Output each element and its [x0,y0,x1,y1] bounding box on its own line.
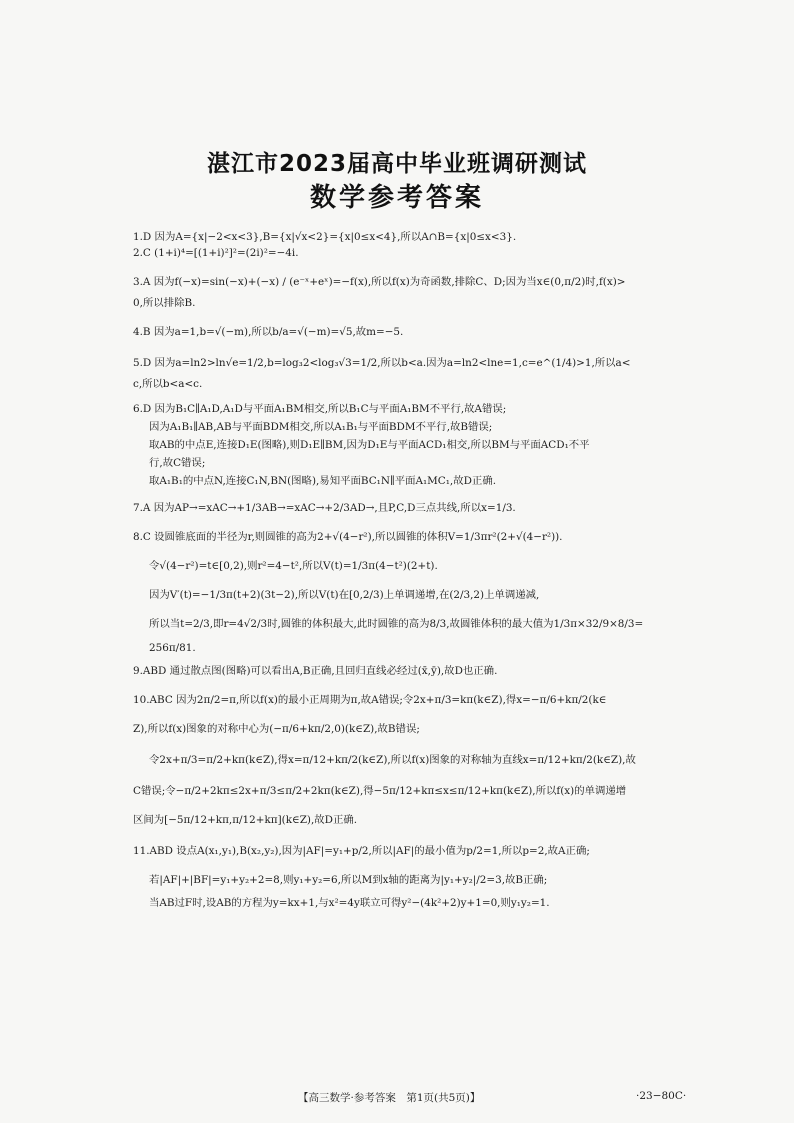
answer-line: C错误;令−π/2+2kπ≤2x+π/3≤π/2+2kπ(k∈Z),得−5π/12+kπ≤x≤π/12+kπ(k∈Z),所以f(x)的单调递增 [133,785,627,797]
answer-line: 所以当t=2/3,即r=4√2/3时,圆锥的体积最大,此时圆锥的高为8/3,故圆锥体积的最大值为1/3π×32/9×8/3= [149,618,644,630]
answer-line: 行,故C错误; [149,457,206,469]
answer-line: Z),所以f(x)图象的对称中心为(−π/6+kπ/2,0)(k∈Z),故B错误; [133,723,420,735]
answer-line: c,所以b<a<c. [133,378,203,390]
answer-line: 10.ABC 因为2π/2=π,所以f(x)的最小正周期为π,故A错误;令2x+π/3=kπ(k∈Z),得x=−π/6+kπ/2(k∈ [133,694,607,706]
page-footer: 【高三数学·参考答案 第1页(共5页)】 [298,1092,481,1104]
answer-line: 区间为[−5π/12+kπ,π/12+kπ](k∈Z),故D正确. [133,814,358,826]
answer-line: 取AB的中点E,连接D₁E(图略),则D₁E∥BM,因为D₁E与平面ACD₁相交,所以BM与平面ACD₁不平 [149,439,590,451]
answer-line: 若|AF|+|BF|=y₁+y₂+2=8,则y₁+y₂=6,所以M到x轴的距离为|y₁+y₂|/2=3,故B正确; [149,874,548,886]
answer-line: 8.C 设圆锥底面的半径为r,则圆锥的高为2+√(4−r²),所以圆锥的体积V=1/3πr²(2+√(4−r²)). [133,531,563,543]
answer-line: 令√(4−r²)=t∈[0,2),则r²=4−t²,所以V(t)=1/3π(4−t²)(2+t). [149,560,438,572]
document-title: 湛江市2023届高中毕业班调研测试 [206,151,587,177]
answer-line: 取A₁B₁的中点N,连接C₁N,BN(图略),易知平面BC₁N∥平面A₁MC₁,故D正确. [149,475,497,487]
answer-line: 5.D 因为a=ln2>ln√e=1/2,b=log₃2<log₃√3=1/2,所以b<a.因为a=ln2<lne=1,c=e^(1/4)>1,所以a< [133,357,631,369]
answer-line: 11.ABD 设点A(x₁,y₁),B(x₂,y₂),因为|AF|=y₁+p/2,所以|AF|的最小值为p/2=1,所以p=2,故A正确; [133,845,590,857]
answer-list [133,228,673,909]
answer-line: 4.B 因为a=1,b=√(−m),所以b/a=√(−m)=√5,故m=−5. [133,326,404,338]
answer-line: 0,所以排除B. [133,297,196,309]
document-subtitle: 数学参考答案 [309,183,484,213]
answer-line: 3.A 因为f(−x)=sin(−x)+(−x) / (e⁻ˣ+eˣ)=−f(x),所以f(x)为奇函数,排除C、D;因为当x∈(0,π/2)时,f(x)> [133,276,626,288]
answer-line: 因为V′(t)=−1/3π(t+2)(3t−2),所以V(t)在[0,2/3)上单调递增,在(2/3,2)上单调递减, [149,589,540,601]
document-code: ·23−80C· [636,1090,687,1102]
answer-line: 因为A₁B₁∥AB,AB与平面BDM相交,所以A₁B₁与平面BDM不平行,故B错误; [149,421,493,433]
answer-line: 2.C (1+i)⁴=[(1+i)²]²=(2i)²=−4i. [133,247,299,259]
answer-line: 9.ABD 通过散点图(图略)可以看出A,B正确,且回归直线必经过(x̄,ȳ),故D也正确. [133,665,498,677]
answer-line: 6.D 因为B₁C∥A₁D,A₁D与平面A₁BM相交,所以B₁C与平面A₁BM不平行,故A错误; [133,403,507,415]
answer-line: 7.A 因为AP→=xAC→+1/3AB→=xAC→+2/3AD→,且P,C,D三点共线,所以x=1/3. [133,502,516,514]
answer-line: 当AB过F时,设AB的方程为y=kx+1,与x²=4y联立可得y²−(4k²+2)y+1=0,则y₁y₂=1. [149,897,550,909]
answer-line: 令2x+π/3=π/2+kπ(k∈Z),得x=π/12+kπ/2(k∈Z),所以f(x)图象的对称轴为直线x=π/12+kπ/2(k∈Z),故 [149,754,636,766]
answer-line: 1.D 因为A={x|−2<x<3},B={x|√x<2}={x|0≤x<4},所以A∩B={x|0≤x<3}. [133,231,517,243]
answer-line: 256π/81. [149,642,196,654]
